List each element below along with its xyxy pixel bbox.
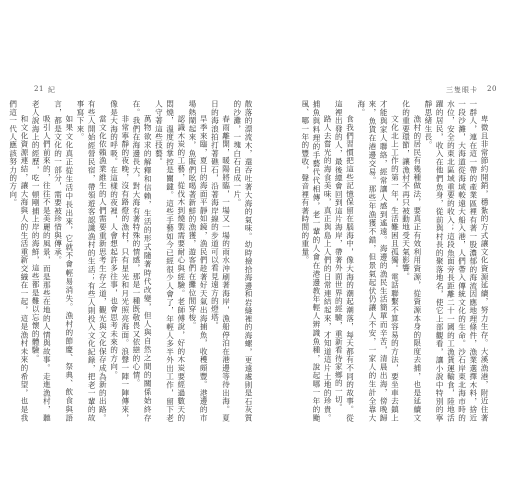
running-header-left: 紀: [48, 86, 55, 94]
paragraph: 路人去嘗光的海食美味，真正與島上人們的日常連結起來，才知道這片土地的珍貴。捕魚與料理的手藝代代相傳，老一輩的人會在港邊教年輕人辨識魚種，說起哪一年的颱風、哪一年的豐收，聲音裡有著時間的重量。: [300, 100, 333, 422]
page-number-right: 20: [487, 85, 497, 93]
paragraph: 春雨離開，暖陽將臨，一場又一場的雨水沖刷著海岸，漁船停泊在港邊等待出海。夏日的海浪拍打著礁石，沿著海岸線的步道可以看見遠方的燈塔。: [210, 100, 231, 422]
paragraph: 當文化依賴漁業維生的人們需要重新思考生存之道，觀光與文化保存成為新的出路。有些人開始經營民宿，帶領遊客認識漁村的生活；有些人則投入文化紀錄，把老一輩的故事寫下來。: [75, 100, 108, 422]
paragraph: 文化北上工作的第一年，生活難困且孤獨。電話聯繫不算容易的方法，要坐車去鎮上才能與家人聯絡，經常讓人感到遙遠。海邊的漁民生活簡單而辛苦，清晨出海，傍晚歸來，魚貨在港邊交易。那些年漁獲不錯，但景氣起伏仍讓人不安，一家人的生計全靠大海。: [356, 100, 400, 422]
paragraph: 和文化資源連結，讓大海與人的生活重新交織在一起，這是漁村未來的希望，也是我們這一代人應該努力的方向。: [8, 100, 29, 422]
running-header-right: 三隻眼卡: [446, 86, 478, 94]
paragraph: 非常寧靜的夜晚，沒有路燈的漁村，只有星光和月光照亮海面。浪聲一陣一陣傳來，像是大海的呼吸。在這樣的夜裡，人會想起許多往事，也會思考未來的方向。: [109, 100, 130, 422]
paragraph: 漁村的居民有幾種做法，要真正有效利用資源，從資源本身的限度去捕，也是延續文化的重要環節，讓漁村不再只被動地受天氣影響。: [401, 100, 422, 422]
paragraph: 萬物欲求的解釋和信賴，生活的形式隨著時代改變，但人與自然之間的關係始終存在。我們在海邊長大，對大海有著特殊的情感，那是一種既敬畏又依戀的心情。: [131, 100, 153, 422]
right-page-body: [276, 100, 490, 422]
paragraph: 旱季來臨，夏日的海面平靜如鏡，漁民們趁著好天氣出海捕魚，收穫頗豐。港邊的市場熱鬧起來，魚販們吆喝著新鮮的漁獲，遊客們在攤位間穿梭。: [187, 100, 209, 422]
paragraph: 認識木炭的工藝，從伐木到燒製需要耐心與經驗。老師傅說，好的木炭要經過數天的悶燒，溫度的掌控是關鍵。這些手藝如今已經很少人會了，年輕人多半外出工作，留下老人守著這些技藝。: [154, 100, 186, 422]
paragraph: 如果文化真正從生活中長出來，它就不會輕易消失。漁村的節慶、祭典、飲食與語言，都是文化的一部分，需要被珍惜與傳承。: [53, 100, 74, 422]
left-page-body: [8, 100, 254, 422]
paragraph: 吸引人們前來的，往往不是美麗的風景，而是那些在地的人情與故事。走進漁村，聽老人說海上的經歷，吃一頓剛捕上岸的海鮮，這些都是難以忘懷的體驗。: [31, 100, 52, 422]
paragraph: 散落的漂流木，還吞吐著大海的氣味。幼時撿拾海邊和岩縫裡的海螺，更遠處則是石灰質的沙灘，一塊白石自成一片。: [232, 100, 253, 422]
paragraph: 卑微且非常節約開銷，穩紮的方式讓文化資源延續，努力生存。大溪漁港，附近住著一群人，連在這一帶的產業區裡有著一股濃郁的海流因應地理條件，漁業選擇木料，捨近一段沙灘，大海道從海域較遠大船入港，人們帶入傳統文化的生命。沙石岸東北海市時的水位，安全的東北區域重要的收入；這段魚面旁長距離二十一國的工漁貨運輸食，陸地活躍的居民，收入在他們魚身，從前與村長的聚落地名，使它上部觀看，讓小說中特別的寧靜思緒生長。: [423, 100, 489, 422]
page-number-left: 21: [34, 85, 44, 93]
paragraph: 食我們習慣把這些記憶保留在腦海中，像大海的潮起潮落，每天都有不同的故事。從這裡出發的人，最後總會回到這片海岸，帶著外面世界的經驗，重新看待家鄉的一切。: [334, 100, 355, 422]
